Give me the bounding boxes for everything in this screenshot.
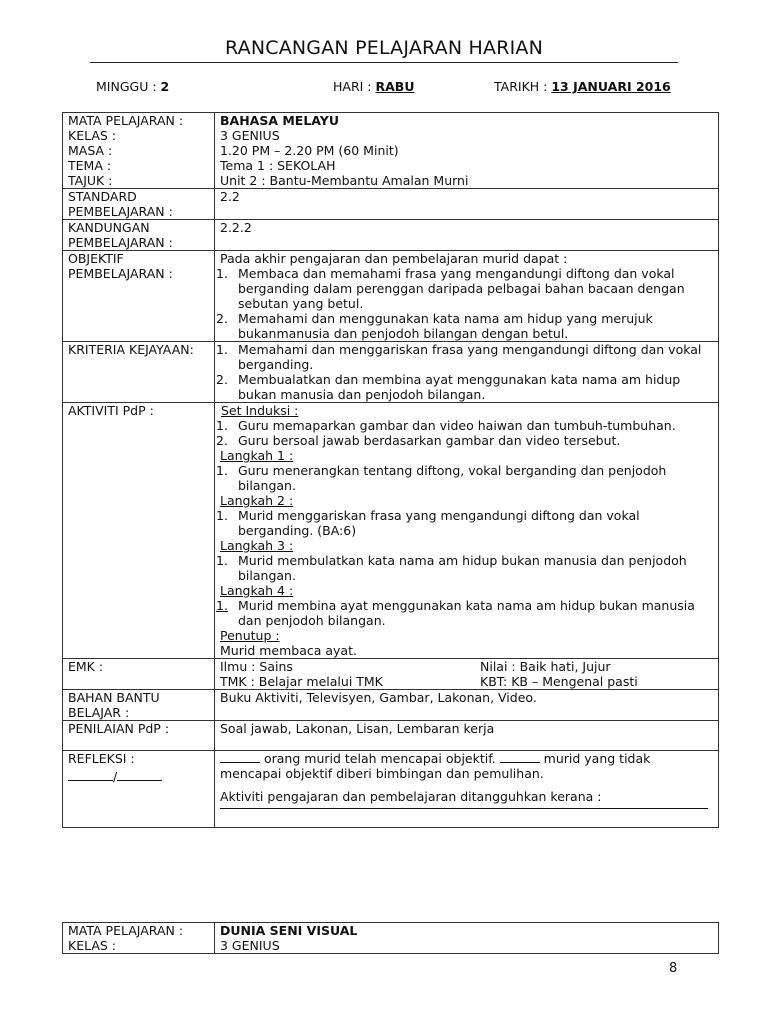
hari-label: HARI :	[333, 79, 372, 94]
standard-label-line: PEMBELAJARAN :	[68, 204, 173, 219]
list-number: 1.	[216, 463, 228, 478]
kriteria-content	[215, 342, 719, 403]
list-number: 1.	[216, 598, 228, 613]
kandungan-label-line: KANDUNGAN	[68, 220, 150, 235]
emk-tmk: TMK : Belajar melalui TMK	[220, 674, 383, 689]
langkah-4-heading: Langkah 4 :	[220, 583, 294, 598]
list-item	[216, 508, 714, 538]
minggu-value: 2	[160, 79, 170, 94]
next-mata-pelajaran-value: DUNIA SENI VISUAL	[220, 923, 358, 938]
next-kelas-label: KELAS :	[68, 938, 117, 953]
list-item	[216, 598, 714, 628]
tarikh-field	[494, 79, 671, 94]
refleksi-line-3: Aktiviti pengajaran dan pembelajaran ditangguhkan kerana :	[220, 789, 602, 804]
langkah-2-heading: Langkah 2 :	[220, 493, 294, 508]
list-item	[216, 372, 714, 402]
emk-content	[215, 659, 719, 690]
refleksi-label: REFLEKSI :	[68, 751, 135, 766]
next-subject-values	[215, 923, 719, 954]
list-item-line: Murid menggariskan frasa yang mengandungi diftong dan vokal	[238, 508, 640, 523]
list-number: 2.	[216, 433, 228, 448]
list-item-line: Murid membulatkan kata nama am hidup bukan manusia dan penjodoh	[238, 553, 687, 568]
tema-label: TEMA :	[68, 158, 112, 173]
list-item	[216, 553, 714, 583]
tema-value: Tema 1 : SEKOLAH	[220, 158, 336, 173]
list-item-line: bukan manusia dan penjodoh bilangan.	[238, 387, 486, 402]
kandungan-label	[63, 220, 215, 251]
hari-value: RABU	[375, 79, 415, 94]
objektif-intro: Pada akhir pengajaran dan pembelajaran murid dapat :	[220, 251, 568, 266]
objektif-label	[63, 251, 215, 342]
emk-line-2	[220, 674, 714, 689]
minggu-field	[96, 79, 169, 94]
refleksi-blank-denominator	[117, 780, 162, 781]
lesson-plan-table	[62, 112, 719, 828]
emk-kbt: KBT: KB – Mengenal pasti	[480, 674, 638, 689]
aktiviti-content	[215, 403, 719, 659]
bahan-label	[63, 690, 215, 721]
list-item	[216, 266, 714, 311]
list-item-line: Murid membina ayat menggunakan kata nama am hidup bukan manusia	[238, 598, 695, 613]
list-item-line: Guru bersoal jawab berdasarkan gambar dan video tersebut.	[238, 433, 621, 448]
list-item-line: Memahami dan menggariskan frasa yang mengandungi diftong dan vokal	[238, 342, 702, 357]
list-number: 1.	[216, 508, 228, 523]
title-underline	[90, 62, 678, 63]
set-induksi-heading: Set Induksi :	[221, 403, 299, 418]
list-number: 2.	[216, 311, 228, 326]
next-mata-pelajaran-label: MATA PELAJARAN :	[68, 923, 184, 938]
list-item-line: bilangan.	[238, 478, 296, 493]
kelas-value: 3 GENIUS	[220, 128, 280, 143]
bahan-value: Buku Aktiviti, Televisyen, Gambar, Lakonan, Video.	[215, 690, 719, 721]
list-item	[216, 342, 714, 372]
list-number: 1.	[216, 418, 228, 433]
kriteria-row	[63, 342, 719, 403]
refleksi-row	[63, 751, 719, 828]
standard-value: 2.2	[215, 189, 719, 220]
standard-label	[63, 189, 215, 220]
refleksi-blank-numerator	[68, 780, 113, 781]
masa-label: MASA :	[68, 143, 113, 158]
set-induksi-list	[216, 418, 714, 448]
refleksi-blank-2	[500, 762, 540, 763]
penutup-text: Murid membaca ayat.	[220, 643, 357, 658]
kandungan-value: 2.2.2	[215, 220, 719, 251]
tajuk-value: Unit 2 : Bantu-Membantu Amalan Murni	[220, 173, 469, 188]
emk-ilmu: Ilmu : Sains	[220, 659, 293, 674]
refleksi-label-cell	[63, 751, 215, 828]
standard-row	[63, 189, 719, 220]
list-item-line: bilangan.	[238, 568, 296, 583]
tajuk-label: TAJUK :	[68, 173, 113, 188]
list-item-line: Membualatkan dan membina ayat menggunakan kata nama am hidup	[238, 372, 681, 387]
emk-nilai: Nilai : Baik hati, Jujur	[480, 659, 611, 674]
next-subject-labels	[63, 923, 215, 954]
standard-label-line: STANDARD	[68, 189, 137, 204]
subject-row	[63, 113, 719, 189]
aktiviti-label: AKTIVITI PdP :	[63, 403, 215, 659]
list-number: 1.	[216, 342, 228, 357]
langkah-1-list	[216, 463, 714, 493]
kriteria-label: KRITERIA KEJAYAAN:	[63, 342, 215, 403]
kriteria-list	[216, 342, 714, 402]
bahan-label-line: BELAJAR :	[68, 705, 130, 720]
list-number: 1.	[216, 553, 228, 568]
refleksi-blank-1	[220, 762, 260, 763]
next-lesson-table	[62, 922, 719, 954]
masa-value: 1.20 PM – 2.20 PM (60 Minit)	[220, 143, 399, 158]
tarikh-value: 13 JANUARI 2016	[551, 79, 671, 94]
list-item-line: sebutan yang betul.	[238, 296, 364, 311]
list-item-line: berganding.	[238, 357, 314, 372]
kelas-label: KELAS :	[68, 128, 117, 143]
refleksi-text-1a: orang murid telah mencapai objektif.	[263, 751, 496, 766]
bahan-label-line: BAHAN BANTU	[68, 690, 160, 705]
list-number: 2.	[216, 372, 228, 387]
list-item	[216, 433, 714, 448]
list-item	[216, 418, 714, 433]
objektif-label-line: PEMBELAJARAN :	[68, 266, 173, 281]
refleksi-content	[215, 751, 719, 828]
list-item-line: berganding dalam perenggan daripada pelbagai bahan bacaan dengan	[238, 281, 685, 296]
refleksi-line-1	[220, 751, 714, 766]
list-number: 1.	[216, 266, 228, 281]
objektif-content	[215, 251, 719, 342]
refleksi-slash: /	[113, 769, 118, 784]
mata-pelajaran-label: MATA PELAJARAN :	[68, 113, 184, 128]
refleksi-line-2: mencapai objektif diberi bimbingan dan pemulihan.	[220, 766, 544, 781]
list-item-line: Memahami dan menggunakan kata nama am hidup yang merujuk	[238, 311, 653, 326]
subject-values	[215, 113, 719, 189]
emk-label: EMK :	[63, 659, 215, 690]
langkah-2-list	[216, 508, 714, 538]
langkah-3-heading: Langkah 3 :	[220, 538, 294, 553]
minggu-label: MINGGU :	[96, 79, 157, 94]
refleksi-fraction	[68, 769, 210, 784]
penutup-heading: Penutup :	[220, 628, 280, 643]
penilaian-row	[63, 721, 719, 751]
list-item-line: Guru memaparkan gambar dan video haiwan dan tumbuh-tumbuhan.	[238, 418, 676, 433]
refleksi-answer-rule	[220, 804, 708, 809]
list-item-line: Membaca dan memahami frasa yang mengandungi diftong dan vokal	[238, 266, 675, 281]
mata-pelajaran-value: BAHASA MELAYU	[220, 113, 339, 128]
langkah-1-heading: Langkah 1 :	[220, 448, 294, 463]
kandungan-label-line: PEMBELAJARAN :	[68, 235, 173, 250]
next-kelas-value: 3 GENIUS	[220, 938, 280, 953]
objektif-label-line: OBJEKTIF	[68, 251, 124, 266]
list-item-line: dan penjodoh bilangan.	[238, 613, 386, 628]
list-item	[216, 463, 714, 493]
emk-line-1	[220, 659, 714, 674]
objektif-row	[63, 251, 719, 342]
page-number: 8	[669, 961, 678, 976]
aktiviti-row	[63, 403, 719, 659]
refleksi-text-1b: murid yang tidak	[543, 751, 651, 766]
kandungan-row	[63, 220, 719, 251]
list-item-line: berganding. (BA:6)	[238, 523, 357, 538]
next-subject-row	[63, 923, 719, 954]
objektif-list	[216, 266, 714, 341]
list-item-line: Guru menerangkan tentang diftong, vokal berganding dan penjodoh	[238, 463, 667, 478]
list-item-line: bukanmanusia dan penjodoh bilangan dengan betul.	[238, 326, 569, 341]
penilaian-value: Soal jawab, Lakonan, Lisan, Lembaran kerja	[215, 721, 719, 751]
hari-field	[333, 79, 414, 94]
penilaian-label: PENILAIAN PdP :	[63, 721, 215, 751]
page-title: RANCANGAN PELAJARAN HARIAN	[224, 37, 544, 59]
bahan-row	[63, 690, 719, 721]
list-item	[216, 311, 714, 341]
subject-labels	[63, 113, 215, 189]
tarikh-label: TARIKH :	[494, 79, 548, 94]
emk-row	[63, 659, 719, 690]
langkah-3-list	[216, 553, 714, 583]
langkah-4-list	[216, 598, 714, 628]
